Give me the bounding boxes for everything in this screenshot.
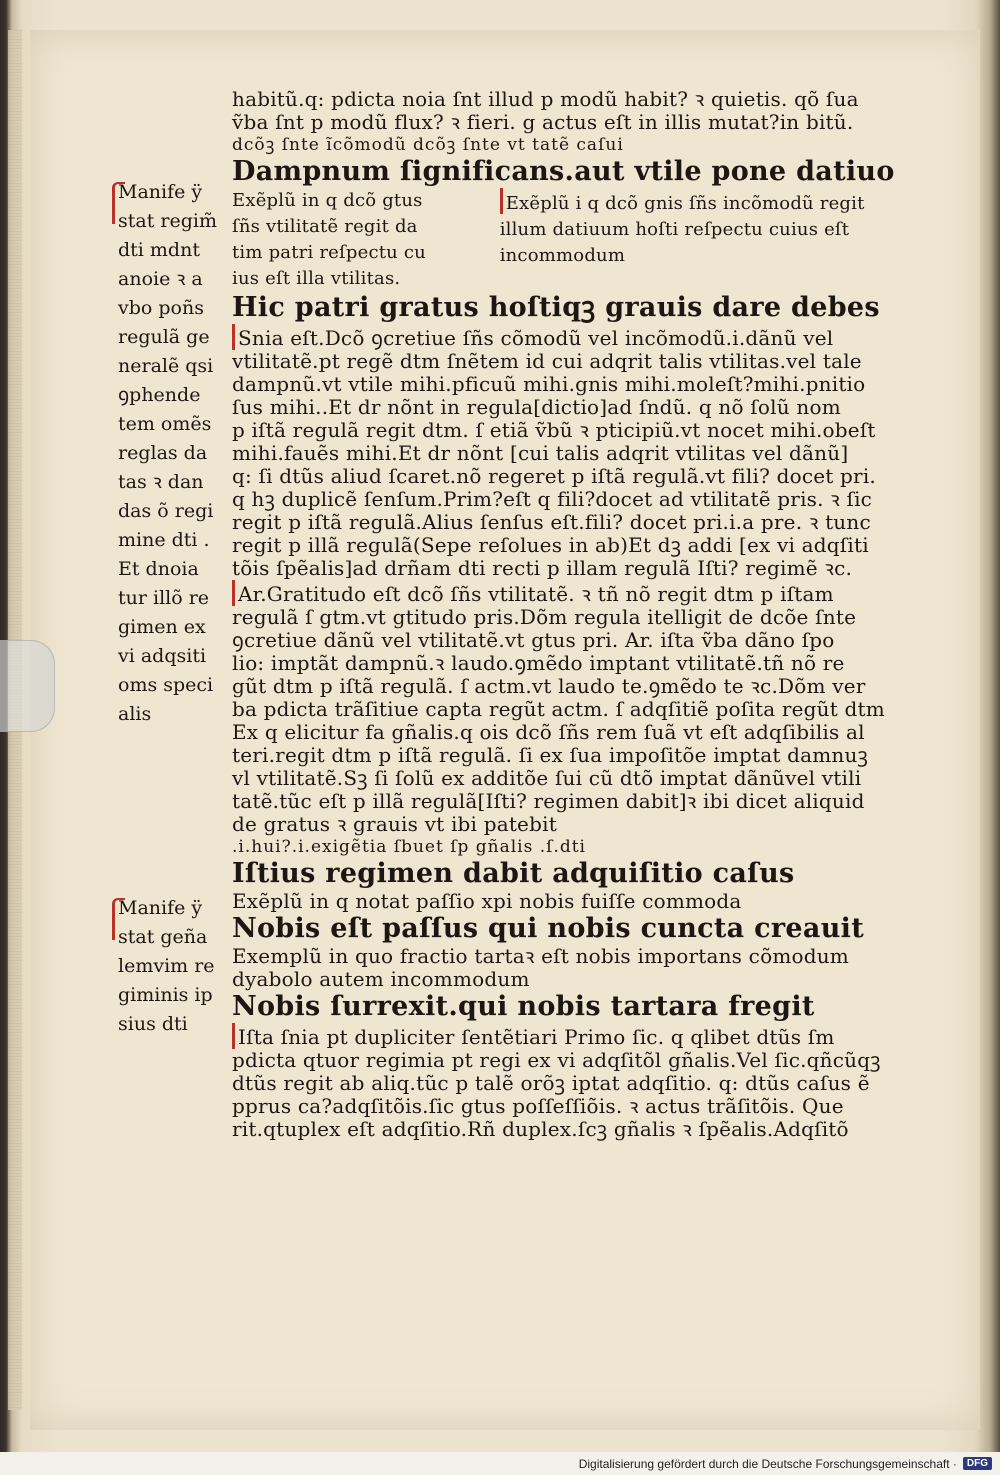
text-line: pdicta qtuor regimia pt regi ex vi adqſitõl gñalis.Vel ſic.qñcũqꝫ: [232, 1048, 881, 1072]
margin-line: neralẽ qsi: [118, 355, 214, 377]
margin-line: ꝯphende: [118, 384, 201, 406]
text-line: [232, 324, 912, 350]
paragraph-mark: [500, 188, 503, 214]
text-line: [232, 580, 912, 606]
verse-line: Iſtius regimen dabit adquiſitio caſus: [232, 858, 795, 889]
funding-credit: Digitalisierung gefördert durch die Deutsche Forschungsgemeinschaft ·: [578, 1456, 957, 1471]
paragraph-mark: [232, 324, 235, 350]
text-line: illum datiuum hoſti reſpectu cuius eſt: [499, 219, 850, 240]
text-line: tatẽ.tũc eſt p illã regulã[Iſti? regimen dabit]ꝛ ibi dicet aliquid: [232, 789, 865, 813]
text-line: Exẽplũ in q dcõ gtus: [232, 190, 423, 211]
text-line: gũt dtm p iſtã regulã. ſ actm.vt laudo te.ꝯmẽdo te ꝛc.Dõm ver: [232, 674, 866, 698]
text-line: vtilitatẽ.pt regẽ dtm ſnẽtem id cui adqrit talis vtilitas.vel tale: [232, 349, 862, 373]
margin-line: sius dti: [118, 1013, 188, 1035]
margin-line: das õ regi: [118, 500, 214, 522]
margin-line: Et dnoia: [118, 558, 199, 580]
margin-line: lemvim re: [118, 955, 215, 977]
commentary-block-1: [232, 324, 912, 836]
verse-line: Nobis eſt paſſus qui nobis cuncta creauit: [232, 913, 864, 944]
text-line: habitũ.q: pdicta noia ſnt illud p modũ habit? ꝛ quietis. qõ ſua: [232, 87, 859, 111]
verse-line: Hic patri gratus hoſtiqꝫ grauis dare debes: [232, 292, 880, 323]
text-line: p iſtã regulã regit dtm. ſ etiã ṽbũ ꝛ pticipiũ.vt nocet mihi.obeſt: [232, 418, 876, 442]
text-span: Exẽplũ i q dcõ gnis ſñs incõmodũ regit: [505, 193, 865, 214]
text-span: Iſta ſnia pt dupliciter ſentẽtiari Primo ſic. q qlibet dtũs ſm: [238, 1025, 835, 1049]
text-span: Ar.Gratitudo eſt dcõ ſñs vtilitatẽ. ꝛ tñ nõ regit dtm p iſtam: [238, 582, 834, 606]
text-line: vl vtilitatẽ.Sꝫ ſi ſolũ ex additõe ſui cũ dtõ imptat dãnũvel vtili: [232, 766, 862, 790]
example-line: Exemplũ in quo fractio tartaꝛ eſt nobis importans cõmodum: [232, 944, 849, 968]
text-line: ṽba ſnt p modũ flux? ꝛ fieri. g actus eſt in illis mutat?in bitũ.: [232, 110, 854, 134]
margin-line: tem omẽs: [118, 413, 212, 435]
verse-line: Nobis ſurrexit.qui nobis tartara fregit: [232, 991, 815, 1022]
example-line: dyabolo autem incommodum: [232, 967, 530, 991]
margin-line: Manife ÿ: [118, 181, 203, 203]
text-line: mihi.fauẽs mihi.Et dr nõnt [cui talis adqrit vtilitas vel dãnũ]: [232, 441, 849, 465]
margin-line: regulã ge: [118, 326, 210, 348]
margin-line: giminis ip: [118, 984, 213, 1006]
margin-line: alis: [118, 703, 152, 725]
margin-line: reglas da: [118, 442, 208, 464]
interlinear-gloss: dcõꝫ ſnte ĩcõmodũ dcõꝫ ſnte vt tatẽ caſui: [232, 135, 624, 155]
main-text-column: [232, 88, 912, 1141]
text-line: ſus mihi..Et dr nõnt in regula[dictio]ad ſndũ. q nõ ſolũ nom: [232, 395, 841, 419]
text-line: de gratus ꝛ grauis vt ibi patebit: [232, 812, 557, 836]
text-line: ſñs vtilitatẽ regit da: [232, 216, 418, 237]
margin-line: stat geña: [118, 926, 208, 948]
text-line: ꝯcretiue dãnũ vel vtilitatẽ.vt gtus pri. Ar. iſta ṽba dãno ſpo: [232, 628, 835, 652]
margin-note-1: [118, 178, 240, 729]
paper-clip: [0, 640, 55, 732]
text-line: tõis ſpẽalis]ad drñam dti recti p illam regulã Iſti? regimẽ ꝛc.: [232, 556, 853, 580]
text-line: ba pdicta trãſitiue capta regũt actm. ſ adqſitiẽ poſita regũt dtm: [232, 697, 885, 721]
margin-line: mine dti .: [118, 529, 210, 551]
text-line: q: ſi dtũs aliud ſcaret.nõ regeret p iſtã regulã.vt fili? docet pri.: [232, 464, 876, 488]
margin-line: tur illõ re: [118, 587, 210, 609]
margin-line: gimen ex: [118, 616, 206, 638]
example-right: [500, 188, 912, 292]
margin-line: oms speci: [118, 674, 214, 696]
dfg-logo: DFG: [963, 1457, 992, 1470]
text-line: q hꝫ duplicẽ ſenſum.Prim?eſt q fili?docet ad vtilitatẽ pris. ꝛ ſic: [232, 487, 873, 511]
text-line: lio: imptãt dampnũ.ꝛ laudo.ꝯmẽdo imptant vtilitatẽ.tñ nõ re: [232, 651, 845, 675]
text-line: tim patri reſpectu cu: [232, 242, 426, 263]
text-line: incommodum: [499, 245, 626, 266]
example-line: Exẽplũ in q notat paſſio xpi nobis fuiſſe commoda: [232, 889, 742, 913]
text-line: [232, 1023, 912, 1049]
verse-line: Dampnum ſignificans.aut vtile pone datiuo: [232, 156, 895, 187]
text-line: ius eſt illa vtilitas.: [232, 268, 401, 289]
margin-line: tas ꝛ dan: [118, 471, 204, 493]
rubric-mark: [112, 182, 125, 224]
paragraph-mark: [232, 1023, 235, 1049]
text-line: dampnũ.vt vtile mihi.pficuũ mihi.gnis mihi.moleſt?mihi.pnitio: [232, 372, 866, 396]
margin-line: dti mdnt: [118, 239, 200, 261]
commentary-block-2: [232, 1023, 912, 1141]
text-line: teri.regit dtm p iſtã regulã. ſi ex ſua impoſitõe imptat damnuꝫ: [232, 743, 868, 767]
text-line: regit p illã regulã(Sepe reſolues in ab)Et dꝫ addi [ex vi adqſiti: [232, 533, 869, 557]
text-line: rit.qtuplex eſt adqſitio.Rñ duplex.ſcꝫ gñalis ꝛ ſpẽalis.Adqſitõ: [232, 1117, 849, 1141]
margin-note-2: [118, 894, 240, 1039]
text-line: regulã ſ gtm.vt gtitudo pris.Dõm regula itelligit de dcõe ſnte: [232, 605, 857, 629]
example-columns: [232, 188, 912, 292]
margin-line: vbo poñs: [118, 297, 204, 319]
example-left: [232, 188, 490, 292]
text-line: Ex q elicitur fa gñalis.q ois dcõ ſñs rem ſuã vt eſt adqſibilis al: [232, 720, 865, 744]
interlinear-gloss: .i.hui?.i.exigẽtia ſbuet ſp gñalis .ſ.dti: [232, 837, 586, 857]
text-line: dtũs regit ab aliq.tũc p talẽ orõꝫ iptat adqſitio. q: dtũs caſus ẽ: [232, 1071, 870, 1095]
margin-line: Manife ÿ: [118, 897, 203, 919]
digitization-footer: [0, 1452, 1000, 1475]
margin-line: anoie ꝛ a: [118, 268, 203, 290]
text-span: Snia eſt.Dcõ ꝯcretiue ſñs cõmodũ vel incõmodũ.i.dãnũ vel: [238, 326, 834, 350]
text-line: pprus ca?adqſitõis.ſic gtus poſſeſſiõis. ꝛ actus trãſitõis. Que: [232, 1094, 844, 1118]
margin-line: stat regim̃: [118, 210, 217, 232]
margin-line: vi adqsiti: [118, 645, 207, 667]
text-line: [500, 188, 912, 217]
paragraph-mark: [232, 580, 235, 606]
text-line: regit p iſtã regulã.Alius ſenſus eſt.fili? docet pri.i.a pre. ꝛ tunc: [232, 510, 871, 534]
rubric-mark: [112, 898, 125, 940]
